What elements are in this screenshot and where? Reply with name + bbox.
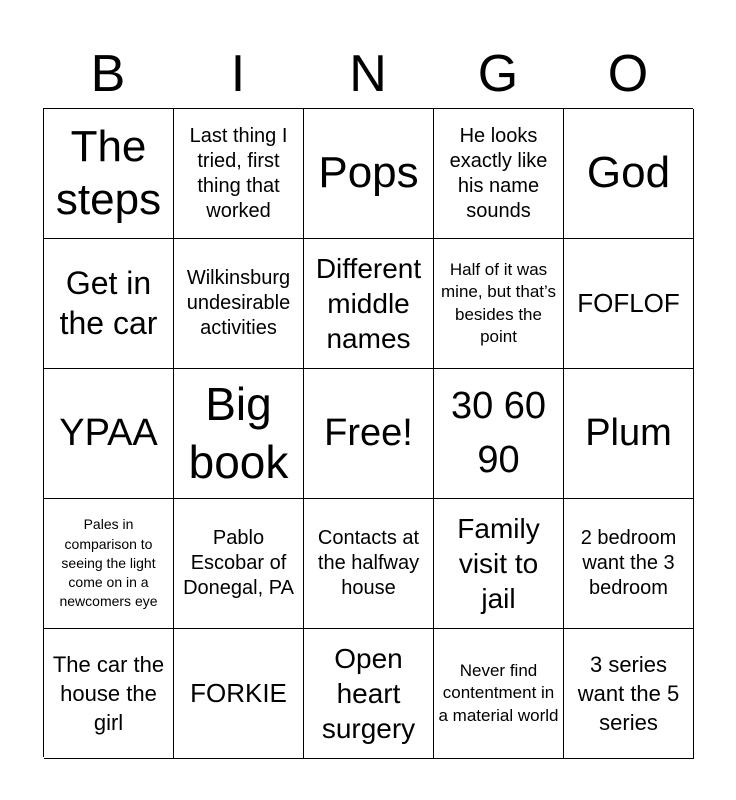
bingo-cell[interactable]: Last thing I tried, first thing that worked <box>174 109 304 239</box>
bingo-cell[interactable]: Never find contentment in a material world <box>434 629 564 759</box>
header-letter-n: N <box>349 45 387 103</box>
bingo-cell[interactable]: Pops <box>304 109 434 239</box>
header-letter-o: O <box>607 45 649 103</box>
bingo-board <box>43 108 693 757</box>
bingo-cell[interactable]: Different middle names <box>304 239 434 369</box>
header-letter-g: G <box>477 45 519 103</box>
free-space-cell[interactable]: Free! <box>304 369 434 499</box>
bingo-cell[interactable]: 2 bedroom want the 3 bedroom <box>564 499 694 629</box>
bingo-cell[interactable]: 3 series want the 5 series <box>564 629 694 759</box>
bingo-cell[interactable]: FOFLOF <box>564 239 694 369</box>
bingo-cell[interactable]: Wilkinsburg undesirable activities <box>174 239 304 369</box>
bingo-cell[interactable]: Get in the car <box>44 239 174 369</box>
bingo-cell[interactable]: Open heart surgery <box>304 629 434 759</box>
bingo-cell[interactable]: Big book <box>174 369 304 499</box>
header-letter-i: I <box>230 45 246 103</box>
bingo-cell[interactable]: He looks exactly like his name sounds <box>434 109 564 239</box>
header-letter-b: B <box>90 45 126 103</box>
bingo-cell[interactable]: Half of it was mine, but that’s besides the point <box>434 239 564 369</box>
bingo-cell[interactable]: YPAA <box>44 369 174 499</box>
bingo-cell[interactable]: 30 60 90 <box>434 369 564 499</box>
bingo-cell[interactable]: Plum <box>564 369 694 499</box>
bingo-cell[interactable]: Pablo Escobar of Donegal, PA <box>174 499 304 629</box>
bingo-cell[interactable]: The steps <box>44 109 174 239</box>
bingo-cell[interactable]: Contacts at the halfway house <box>304 499 434 629</box>
bingo-cell[interactable]: FORKIE <box>174 629 304 759</box>
bingo-cell[interactable]: Family visit to jail <box>434 499 564 629</box>
bingo-cell[interactable]: Pales in comparison to seeing the light come on in a newcomers eye <box>44 499 174 629</box>
bingo-cell[interactable]: The car the house the girl <box>44 629 174 759</box>
bingo-header <box>43 40 693 108</box>
bingo-cell[interactable]: God <box>564 109 694 239</box>
